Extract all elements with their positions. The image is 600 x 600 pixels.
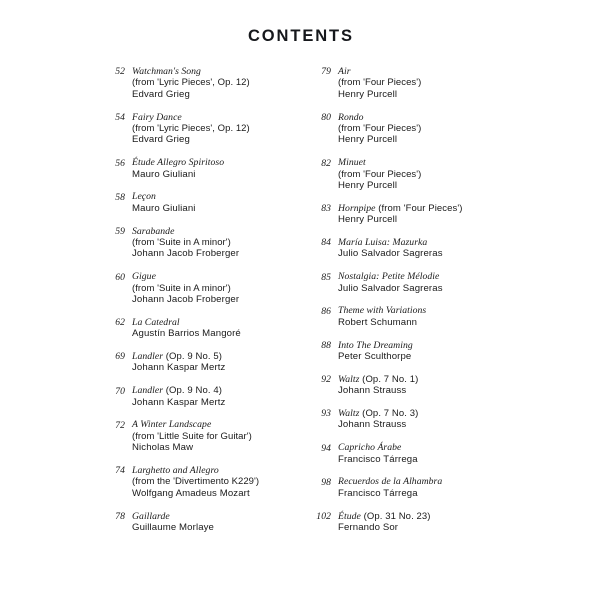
entry-title [338,203,512,214]
entry-source: (from 'Little Suite for Guitar') [132,430,252,442]
entry-body [331,305,512,328]
entry-composer: Henry Purcell [338,88,398,100]
left-column [106,66,291,533]
entry-composer: Peter Sculthorpe [338,350,412,362]
entry-title [132,317,291,328]
entry-title-main: Recuerdos de la Alhambra [338,476,443,488]
right-column [312,66,512,533]
entry-title-main: Gigue [132,271,156,283]
entry-page-number: 84 [321,237,331,249]
entry-composer: Henry Purcell [338,179,398,191]
entry-body [125,271,291,305]
entry-page-number: 79 [321,66,331,78]
entry-page-number: 86 [321,305,331,317]
entry-title-main: Leçon [132,191,156,203]
entry-title [132,385,291,396]
entry-body [125,351,291,374]
entry-page-number: 80 [321,112,331,123]
entry-title-main: Capricho Árabe [338,442,402,454]
entry-body [125,511,291,534]
entry-title-main: Larghetto and Allegro [132,465,219,477]
contents-entry[interactable] [106,66,291,100]
entry-body [331,442,512,465]
page-title: CONTENTS [247,27,354,45]
entry-page-number: 83 [321,203,331,215]
contents-columns [0,66,600,533]
contents-entry[interactable] [106,191,291,214]
entry-page-number: 92 [321,374,331,386]
entry-page-number: 78 [115,511,125,523]
entry-body [331,511,512,534]
entry-title [132,465,291,476]
entry-page-number: 56 [115,157,125,169]
entry-page-number: 88 [321,340,331,352]
contents-entry[interactable] [106,385,291,408]
entry-page-number: 69 [115,351,125,363]
entry-title [132,66,291,77]
entry-title-main: Rondo [338,111,364,123]
entry-body [125,112,291,146]
entry-composer: Henry Purcell [338,134,398,146]
contents-entry[interactable] [106,511,291,534]
entry-title [132,511,291,522]
entry-body [331,112,512,146]
entry-title [132,157,291,168]
entry-title [338,237,512,248]
entry-page-number: 62 [115,317,125,329]
entry-source: (from 'Suite in A minor') [132,236,231,248]
entry-title [338,112,512,123]
entry-composer: Nicholas Maw [132,442,194,454]
entry-page-number: 98 [321,476,331,488]
entry-title-main: Hornpipe [338,202,376,214]
entry-title-main: Into The Dreaming [338,339,413,351]
entry-composer: Johann Strauss [338,419,407,431]
entry-page-number: 102 [316,511,331,523]
entry-composer: Francisco Tárrega [338,453,418,465]
entry-composer: Mauro Giuliani [132,168,196,180]
entry-source: (from 'Lyric Pieces', Op. 12) [132,77,250,89]
entry-title [338,66,512,77]
entry-title-suffix: (Op. 31 No. 23) [360,510,431,522]
contents-entry[interactable] [312,476,512,499]
entry-title-main: Landler [132,351,164,363]
entry-body [331,408,512,431]
contents-entry[interactable] [106,112,291,146]
contents-entry[interactable] [312,442,512,465]
entry-body [331,271,512,294]
entry-page-number: 59 [115,226,125,238]
entry-page-number: 54 [115,112,125,123]
entry-source: (from 'Four Pieces') [338,122,422,134]
entry-title [338,476,512,487]
entry-source: (from the 'Divertimento K229') [132,476,260,488]
entry-body [331,157,512,191]
contents-entry[interactable] [106,271,291,305]
entry-page-number: 58 [115,191,125,203]
contents-entry[interactable] [106,419,291,453]
entry-page-number: 94 [321,442,331,454]
entry-composer: Johann Jacob Froberger [132,293,240,305]
entry-title-main: Sarabande [132,225,175,237]
contents-entry[interactable] [312,305,512,328]
entry-title-suffix: (Op. 9 No. 4) [163,385,222,397]
entry-source: (from 'Suite in A minor') [132,282,231,294]
contents-entry[interactable] [312,408,512,431]
entry-source: (from 'Four Pieces') [338,168,422,180]
entry-page-number: 93 [321,408,331,420]
entry-composer: Robert Schumann [338,316,418,328]
entry-title [338,374,512,385]
entry-body [125,317,291,340]
entry-composer: Johann Strauss [338,385,407,397]
entry-body [331,374,512,397]
entry-title-main: Nostalgia: Petite Mélodie [338,271,440,283]
entry-title-main: María Luisa: Mazurka [338,237,428,249]
entry-title [338,340,512,351]
entry-title-suffix: (Op. 7 No. 3) [359,408,419,420]
entry-title [132,351,291,362]
entry-composer: Agustín Barrios Mangoré [132,328,241,340]
entry-title-main: Fairy Dance [132,111,182,123]
entry-composer: Mauro Giuliani [132,202,196,214]
entry-title-main: Landler [132,385,164,397]
contents-entry[interactable] [312,340,512,363]
entry-title [338,511,512,522]
contents-entry[interactable] [312,203,512,226]
entry-body [125,465,291,499]
entry-body [125,419,291,453]
contents-entry[interactable] [106,157,291,180]
entry-composer: Francisco Tárrega [338,487,418,499]
contents-entry[interactable] [312,374,512,397]
contents-entry[interactable] [312,237,512,260]
entry-title-main: Étude [338,510,361,522]
entry-composer: Julio Salvador Sagreras [338,248,443,260]
entry-body [331,203,512,226]
entry-title-main: Air [338,66,351,77]
entry-title-main: Waltz [338,408,360,420]
entry-body [125,191,291,214]
entry-body [331,476,512,499]
contents-entry[interactable] [312,271,512,294]
entry-title [132,271,291,282]
entry-body [331,340,512,363]
entry-title [132,191,291,202]
entry-title-main: Gaillarde [132,510,170,522]
entry-composer: Julio Salvador Sagreras [338,282,443,294]
entry-title [338,408,512,419]
entry-composer: Johann Kaspar Mertz [132,396,226,408]
entry-title-main: Theme with Variations [338,305,427,317]
entry-body [125,385,291,408]
entry-composer: Fernando Sor [338,521,399,533]
contents-entry[interactable] [106,317,291,340]
contents-entry[interactable] [106,226,291,260]
entry-title [338,157,512,168]
entry-page-number: 85 [321,271,331,283]
entry-composer: Henry Purcell [338,214,398,226]
entry-page-number: 70 [115,385,125,397]
entry-title [132,226,291,237]
contents-entry[interactable] [312,112,512,146]
entry-title [338,305,512,316]
entry-composer: Johann Jacob Froberger [132,248,240,260]
entry-title [338,442,512,453]
entry-body [125,157,291,180]
entry-composer: Johann Kaspar Mertz [132,362,226,374]
entry-title [132,419,291,430]
entry-body [331,237,512,260]
entry-source: (from 'Lyric Pieces', Op. 12) [132,122,250,134]
entry-body [125,226,291,260]
entry-page-number: 52 [115,66,125,78]
entry-title-suffix: (from 'Four Pieces') [375,202,463,214]
entry-body [331,66,512,100]
entry-composer: Guillaume Morlaye [132,521,215,533]
entry-composer: Edvard Grieg [132,88,190,100]
entry-composer: Edvard Grieg [132,134,190,146]
entry-title-main: Watchman's Song [132,66,201,77]
entry-title-suffix: (Op. 7 No. 1) [359,373,419,385]
entry-title [338,271,512,282]
entry-page-number: 82 [321,157,331,169]
entry-title-main: Waltz [338,373,360,385]
entry-page-number: 60 [115,271,125,283]
entry-page-number: 74 [115,465,125,477]
entry-composer: Wolfgang Amadeus Mozart [132,487,250,499]
entry-title-main: Minuet [338,157,366,169]
entry-source: (from 'Four Pieces') [338,77,422,89]
contents-entry[interactable] [312,511,512,534]
contents-entry[interactable] [106,351,291,374]
contents-entry[interactable] [106,465,291,499]
entry-title-suffix: (Op. 9 No. 5) [163,351,222,363]
entry-title [132,112,291,123]
entry-title-main: La Catedral [132,316,180,328]
entry-page-number: 72 [115,419,125,431]
entry-body [125,66,291,100]
entry-title-main: Étude Allegro Spiritoso [132,157,225,169]
contents-entry[interactable] [312,157,512,191]
entry-title-main: A Winter Landscape [132,419,212,431]
contents-entry[interactable] [312,66,512,100]
